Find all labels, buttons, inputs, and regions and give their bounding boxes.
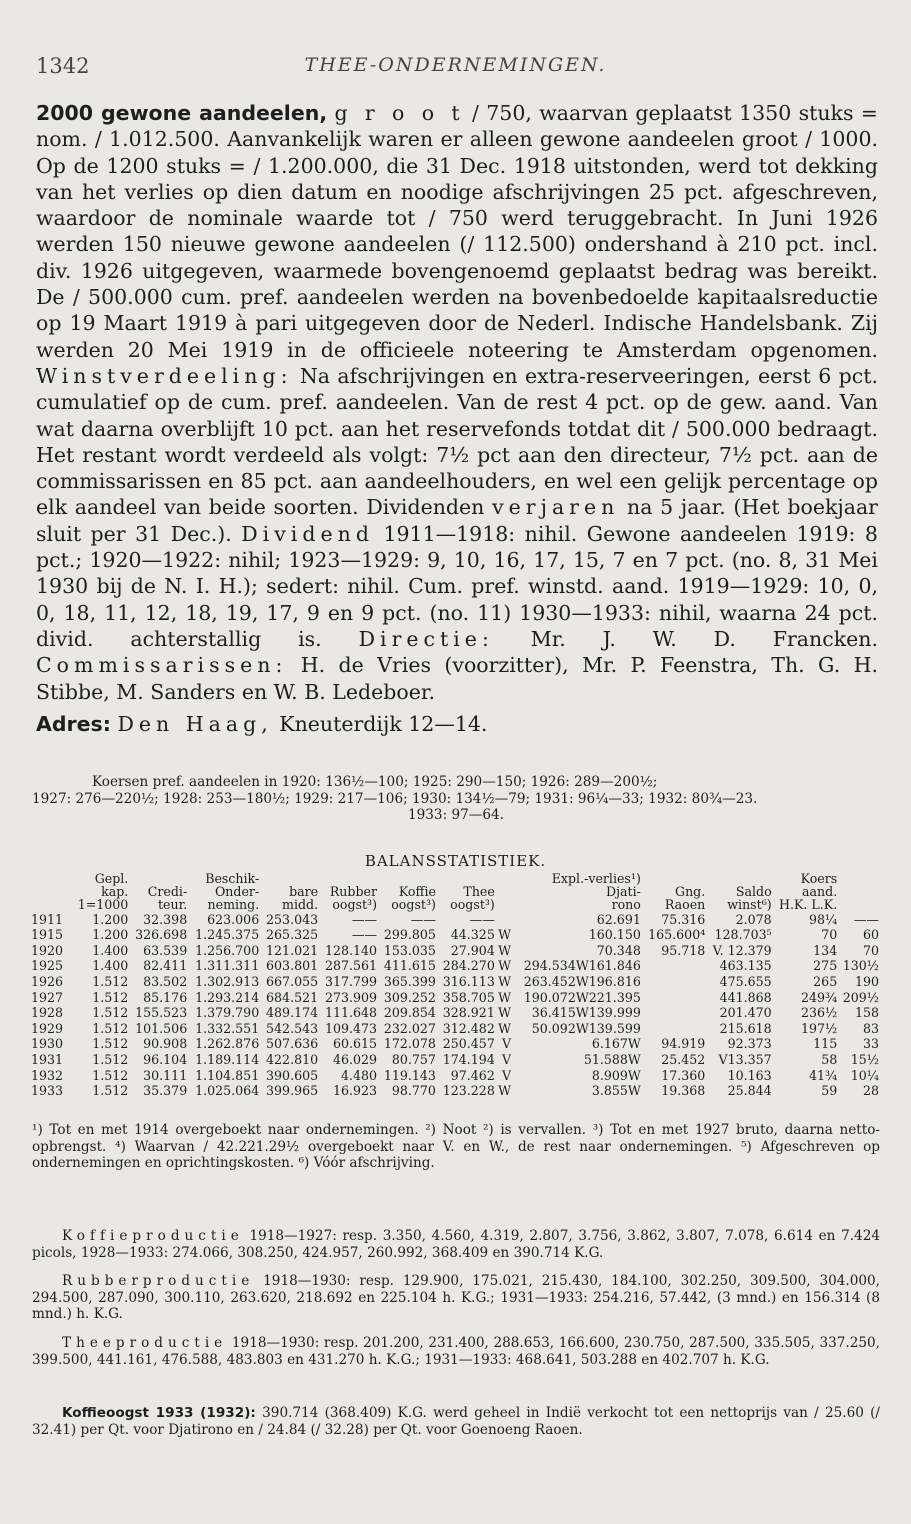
table-cell: 489.174 bbox=[266, 1005, 319, 1021]
table-cell: 1930 bbox=[31, 1036, 64, 1052]
body-text-1: / 750, waarvan geplaatst 1350 stuks = nom. / 1.012.500. Aanvankelijk waren er alleen gewone aandeelen groot / 1000. Op de 1200 stuks = / 1.200.000, die 31 Dec. 1918 uitstonden, werd tot dekking van het verlies op dien datum en noodige afschrijvingen 25 pct. afgeschreven, waardoor de nominale waarde tot / 750 werd teruggebracht. In Juni 1926 werden 150 nieuwe gewone aandeelen (/ 112.500) ondershand à 210 pct. incl. div. 1926 uitgegeven, waarmede bovengenoemd geplaatst bedrag was bereikt. De / 500.000 cum. pref. aandeelen werden na bovenbedoelde kapitaalsreductie op 19 Maart 1919 à pari uitgegeven door de Nederl. Indische Handelsbank. Zij werden 20 Mei 1919 in de officieele noteering te Amsterdam opgenomen. bbox=[36, 101, 878, 362]
table-cell: 667.055 bbox=[266, 973, 319, 989]
table-cell: 326.698 bbox=[135, 927, 188, 943]
rubberproductie-text bbox=[32, 1273, 880, 1323]
table-cell: 1.400 bbox=[92, 958, 129, 974]
shares-heading: 2000 gewone aandeelen, bbox=[36, 101, 328, 125]
table-header-cell: oogst³) bbox=[332, 897, 378, 913]
adres-label: Adres: bbox=[36, 711, 111, 736]
table-cell: 1.302.913 bbox=[195, 973, 260, 989]
table-cell: 250.457 bbox=[442, 1036, 495, 1052]
table-cell: 316.113 bbox=[442, 973, 495, 989]
table-cell: 83 bbox=[862, 1020, 879, 1036]
table-cell: 1929 bbox=[31, 1020, 64, 1036]
table-header-cell: Expl.-verlies¹) bbox=[551, 871, 641, 886]
winstverdeeling-label: Winstverdeeling: bbox=[36, 363, 293, 388]
table-cell: 475.655 bbox=[719, 973, 772, 989]
body-text-5: Mr. J. W. D. Francken. bbox=[530, 626, 878, 651]
table-cell: 542.543 bbox=[266, 1020, 319, 1036]
stats-title: BALANSSTATISTIEK. bbox=[364, 852, 547, 870]
table-header-cell: Koffie bbox=[398, 884, 436, 900]
table-cell: 232.027 bbox=[383, 1020, 436, 1036]
table-header-cell: kap. bbox=[101, 884, 129, 900]
table-cell: 1.332.551 bbox=[195, 1020, 260, 1036]
table-cell: 101.506 bbox=[135, 1020, 188, 1036]
table-cell: 95.718 bbox=[661, 942, 706, 958]
verjaren-label: verjaren bbox=[492, 495, 620, 520]
table-cell: 215.618 bbox=[719, 1020, 772, 1036]
table-cell: 365.399 bbox=[383, 973, 436, 989]
table-header-cell: Koers bbox=[800, 871, 838, 886]
table-cell: 83.502 bbox=[143, 973, 188, 989]
table-cell: 265.325 bbox=[266, 927, 319, 943]
table-cell: —— bbox=[351, 911, 378, 927]
table-cell: 51.588W bbox=[583, 1051, 641, 1067]
table-cell: 1.379.790 bbox=[195, 1005, 260, 1021]
table-cell: 128.140 bbox=[324, 942, 378, 958]
table-cell: W bbox=[498, 989, 512, 1005]
table-header-cell: H.K. L.K. bbox=[779, 897, 838, 913]
table-cell: 1.262.876 bbox=[195, 1036, 260, 1052]
table-cell: 190 bbox=[854, 973, 879, 989]
table-cell: 463.135 bbox=[719, 958, 772, 974]
table-cell: 60 bbox=[862, 927, 879, 943]
table-row bbox=[30, 974, 880, 990]
table-cell bbox=[642, 974, 706, 990]
running-title: THEE-ONDERNEMINGEN. bbox=[304, 54, 607, 76]
koffieproductie-text bbox=[32, 1228, 880, 1261]
table-header-cell: midd. bbox=[282, 897, 319, 913]
table-cell: 27.904 bbox=[450, 942, 495, 958]
table-cell: W bbox=[498, 1020, 512, 1036]
table-cell: 6.167W bbox=[591, 1036, 641, 1052]
spaced-term: g r o o t bbox=[334, 101, 465, 125]
adres-city: Den Haag, bbox=[117, 711, 273, 736]
table-cell: 312.482 bbox=[442, 1020, 495, 1036]
table-cell bbox=[642, 1021, 706, 1037]
table-cell: 1.512 bbox=[92, 973, 129, 989]
table-cell: 15½ bbox=[850, 1051, 879, 1067]
table-cell: W bbox=[498, 973, 512, 989]
table-cell: V bbox=[502, 1051, 512, 1067]
table-cell: 62.691 bbox=[596, 911, 641, 927]
table-cell: 399.965 bbox=[266, 1083, 319, 1099]
table-cell: 1.293.214 bbox=[195, 989, 260, 1005]
body-text-6: H. de Vries (voorzitter), Mr. P. Feenstra, Th. G. H. Stibbe, M. Sanders en W. B. Ledeboer. bbox=[36, 653, 878, 704]
table-cell: 50.092W139.599 bbox=[531, 1020, 641, 1036]
table-cell: 119.143 bbox=[383, 1067, 436, 1083]
table-header-cell bbox=[30, 872, 72, 885]
table-cell: 1932 bbox=[31, 1067, 64, 1083]
table-cell: 46.029 bbox=[332, 1051, 378, 1067]
table-cell: 80.757 bbox=[391, 1051, 436, 1067]
table-header-cell: Onder- bbox=[214, 884, 260, 900]
table-header-cell: bare bbox=[289, 884, 319, 900]
table-header-cell: aand. bbox=[802, 884, 838, 900]
table-cell: 209.854 bbox=[383, 1005, 436, 1021]
table-cell: 59 bbox=[821, 1083, 838, 1099]
table-cell: 36.415W139.999 bbox=[531, 1005, 641, 1021]
table-cell: 358.705 bbox=[442, 989, 495, 1005]
table-cell: —— bbox=[469, 911, 495, 927]
table-cell: 97.462 bbox=[450, 1067, 495, 1083]
table-header-cell: Beschik- bbox=[205, 871, 260, 886]
table-cell: 1.512 bbox=[92, 1036, 129, 1052]
table-cell: 10¼ bbox=[850, 1067, 879, 1083]
table-cell: 1.512 bbox=[92, 1051, 129, 1067]
table-cell: 115 bbox=[813, 1036, 838, 1052]
table-cell: 33 bbox=[862, 1036, 879, 1052]
table-cell: 172.078 bbox=[383, 1036, 436, 1052]
table-cell: 10.163 bbox=[727, 1067, 772, 1083]
table-cell: 1.311.311 bbox=[195, 958, 260, 974]
table-cell: 1928 bbox=[31, 1005, 64, 1021]
table-cell: 1915 bbox=[31, 927, 64, 943]
table-cell: 1.245.375 bbox=[195, 927, 260, 943]
table-cell: 123.228 bbox=[442, 1083, 495, 1099]
koffieproductie-paragraph bbox=[32, 1228, 880, 1261]
table-row bbox=[30, 958, 880, 974]
table-cell: W bbox=[498, 942, 512, 958]
table-cell: 411.615 bbox=[383, 958, 436, 974]
table-cell: 328.921 bbox=[442, 1005, 495, 1021]
body-text-2: Na afschrijvingen en extra-reserveeringen, eerst 6 pct. cumulatief op de cum. pref. aandeelen. Van de rest 4 pct. op de gew. aand. Van wat daarna overblijft 10 pct. aan het reservefonds totdat dit / 500.000 bedraagt. Het restant wordt verdeeld als volgt: 7½ pct aan den directeur, 7½ pct. aan de commissarissen en 85 pct. aan aandeelhouders, en wel een gelijk percentage op elk aandeel van beide soorten. Dividenden bbox=[36, 363, 878, 520]
table-cell bbox=[496, 912, 512, 928]
table-cell: V bbox=[502, 1067, 512, 1083]
table-cell: 158 bbox=[854, 1005, 879, 1021]
directie-label: Directie: bbox=[358, 626, 494, 651]
table-cell: 130½ bbox=[842, 958, 879, 974]
table-header-cell bbox=[30, 898, 72, 911]
page-number: 1342 bbox=[36, 54, 90, 78]
table-header-cell: rono bbox=[611, 897, 641, 913]
adres-street: Kneuterdijk 12—14. bbox=[279, 711, 488, 736]
rubberproductie-body: 1918—1930: resp. 129.900, 175.021, 215.430, 184.100, 302.250, 309.500, 304.000, 294.500, 287.090, 300.110, 263.620, 218.692 en 225.104 h. K.G.; 1931—1933: 254.216, 57.442, (3 mnd.) en 156.314 (8 mnd.) h. K.G. bbox=[32, 1273, 880, 1322]
table-row bbox=[30, 1021, 880, 1037]
footnotes: ¹) Tot en met 1914 overgeboekt naar ondernemingen. ²) Noot ²) is vervallen. ³) Tot en met 1927 bruto, daarna netto-opbrengst. ⁴) Waarvan / 42.221.29½ overgeboekt naar V. en W., de rest naar ondernemingen. ⁵) Afgeschreven op ondernemingen en oprichtingskosten. ⁶) Vóór afschrijving. bbox=[32, 1122, 880, 1171]
table-cell: 4.480 bbox=[340, 1067, 378, 1083]
table-cell: 60.615 bbox=[332, 1036, 378, 1052]
table-cell bbox=[642, 990, 706, 1006]
table-cell: 390.605 bbox=[266, 1067, 319, 1083]
table-cell: 1931 bbox=[31, 1051, 64, 1067]
koffieoogst-label: Koffieoogst 1933 (1932): bbox=[62, 1405, 256, 1421]
table-cell: 58 bbox=[821, 1051, 838, 1067]
table-cell: V. 12.379 bbox=[712, 942, 772, 958]
table-row bbox=[30, 1036, 880, 1052]
table-cell: 249¾ bbox=[800, 989, 838, 1005]
page-header bbox=[36, 54, 875, 84]
table-cell: 17.360 bbox=[661, 1067, 706, 1083]
rubberproductie-label: Rubberproductie bbox=[62, 1273, 255, 1289]
table-row bbox=[30, 990, 880, 1006]
table-cell: 28 bbox=[862, 1083, 879, 1099]
table-header-cell: Gepl. bbox=[94, 871, 129, 886]
table-header-cell: oogst³) bbox=[391, 897, 436, 913]
koffieproductie-label: Koffieproductie bbox=[62, 1228, 244, 1244]
table-cell: 3.855W bbox=[591, 1083, 641, 1099]
table-cell: 1926 bbox=[31, 973, 64, 989]
table-cell: 317.799 bbox=[324, 973, 378, 989]
table-cell: 275 bbox=[813, 958, 838, 974]
table-cell: 25.452 bbox=[661, 1051, 706, 1067]
table-cell: 441.868 bbox=[719, 989, 772, 1005]
koffieproductie-body: 1918—1927: resp. 3.350, 4.560, 4.319, 2.807, 3.756, 3.862, 3.807, 7.078, 6.614 en 7.424 picols, 1928—1933: 274.066, 308.250, 424.957, 260.992, 368.409 en 390.714 K.G. bbox=[32, 1228, 880, 1261]
table-body bbox=[30, 912, 880, 1099]
table-cell: 294.534W161.846 bbox=[523, 958, 641, 974]
table-cell: V13.357 bbox=[718, 1051, 772, 1067]
table-cell: 1.104.851 bbox=[195, 1067, 260, 1083]
table-cell: 603.801 bbox=[266, 958, 319, 974]
table-cell: 111.648 bbox=[324, 1005, 378, 1021]
table-cell: 121.021 bbox=[266, 942, 319, 958]
table-header-cell: teur. bbox=[157, 897, 188, 913]
dividend-label: Dividend bbox=[241, 521, 374, 546]
table-cell: 155.523 bbox=[135, 1005, 188, 1021]
table-cell: 236½ bbox=[800, 1005, 838, 1021]
table-cell: 1925 bbox=[31, 958, 64, 974]
koersen-line-2: 1927: 276—220½; 1928: 253—180½; 1929: 217—106; 1930: 134½—79; 1931: 96¼—33; 1932: 80¾—23. bbox=[32, 790, 758, 807]
table-cell: 1927 bbox=[31, 989, 64, 1005]
table-cell: 134 bbox=[813, 942, 838, 958]
table-cell bbox=[642, 958, 706, 974]
table-cell: 1.200 bbox=[92, 927, 129, 943]
table-cell: V bbox=[502, 1036, 512, 1052]
table-header-cell: winst⁶) bbox=[727, 897, 772, 913]
table-cell: 8.909W bbox=[591, 1067, 641, 1083]
table-cell: 1911 bbox=[31, 911, 64, 927]
table-cell: —— bbox=[351, 927, 378, 943]
table-header-cell: Credi- bbox=[147, 884, 188, 900]
table-cell: 1933 bbox=[31, 1083, 64, 1099]
table-cell: 1.256.700 bbox=[195, 942, 260, 958]
table-row bbox=[30, 1005, 880, 1021]
table-cell: W bbox=[498, 958, 512, 974]
table-cell: 75.316 bbox=[661, 911, 706, 927]
table-cell: 284.270 bbox=[442, 958, 495, 974]
table-cell: 44.325 bbox=[450, 927, 495, 943]
koersen-line-3: 1933: 97—64. bbox=[407, 807, 504, 823]
table-cell: 35.379 bbox=[143, 1083, 188, 1099]
table-cell: 98.770 bbox=[391, 1083, 436, 1099]
table-cell: 507.636 bbox=[266, 1036, 319, 1052]
table-header-cell bbox=[496, 898, 512, 911]
table-header-cell: Rubber bbox=[329, 884, 378, 900]
table-header-cell: Raoen bbox=[664, 897, 706, 913]
table-cell: —— bbox=[410, 911, 436, 927]
table-cell: 1.400 bbox=[92, 942, 129, 958]
theeproductie-text bbox=[32, 1335, 880, 1368]
table-cell: 98¼ bbox=[808, 911, 838, 927]
table-cell: 96.104 bbox=[143, 1051, 188, 1067]
table-cell: 190.072W221.395 bbox=[523, 989, 641, 1005]
table-cell: 82.411 bbox=[143, 958, 188, 974]
table-header-cell: Saldo bbox=[735, 884, 772, 900]
table-cell: 1.512 bbox=[92, 1020, 129, 1036]
table-cell: 1.189.114 bbox=[195, 1051, 260, 1067]
table-cell bbox=[642, 1005, 706, 1021]
body-text-3: na 5 jaar. (Het boekjaar sluit per 31 Dec.). bbox=[36, 495, 878, 546]
table-header bbox=[30, 872, 880, 912]
theeproductie-body: 1918—1930: resp. 201.200, 231.400, 288.653, 166.600, 230.750, 287.500, 335.505, 337.250, 399.500, 441.161, 476.588, 483.803 en 431.270 h. K.G.; 1931—1933: 468.641, 503.288 en 402.707 h. K.G. bbox=[32, 1335, 881, 1368]
table-cell: 32.398 bbox=[143, 911, 188, 927]
table-cell: 209½ bbox=[842, 989, 879, 1005]
table-cell: 1.512 bbox=[92, 1005, 129, 1021]
table-header-cell: 1=1000 bbox=[77, 897, 129, 913]
table-cell: 1.512 bbox=[92, 1083, 129, 1099]
table-cell: 273.909 bbox=[324, 989, 378, 1005]
table-cell: 94.919 bbox=[661, 1036, 706, 1052]
table-cell: 70.348 bbox=[596, 942, 641, 958]
table-header-row bbox=[30, 898, 880, 911]
address-line bbox=[36, 711, 878, 737]
table-cell: 2.078 bbox=[735, 911, 772, 927]
table-cell: 85.176 bbox=[143, 989, 188, 1005]
table-cell: 16.923 bbox=[332, 1083, 378, 1099]
table-cell: —— bbox=[853, 911, 879, 927]
balance-statistics-table bbox=[30, 872, 880, 1099]
table-cell: 197½ bbox=[800, 1020, 838, 1036]
table-cell: 684.521 bbox=[266, 989, 319, 1005]
table-cell: 623.006 bbox=[207, 911, 260, 927]
koersen-block bbox=[32, 774, 880, 824]
table-cell: 30.111 bbox=[143, 1067, 188, 1083]
table-cell: 109.473 bbox=[324, 1020, 378, 1036]
table-row bbox=[30, 1052, 880, 1068]
table-header-cell bbox=[496, 872, 512, 885]
theeproductie-label: Theeproductie bbox=[62, 1335, 228, 1351]
table-cell: 263.452W196.816 bbox=[523, 973, 641, 989]
table-cell: W bbox=[498, 927, 512, 943]
table-header-cell: Djati- bbox=[606, 884, 641, 900]
table-cell: 1.512 bbox=[92, 1067, 129, 1083]
koffieoogst-body: 390.714 (368.409) K.G. werd geheel in Indië verkocht tot een nettoprijs van / 25.60 (/ 32.41) per Qt. voor Djatirono en / 24.84 (/ 32.28) per Qt. voor Goenoeng Raoen. bbox=[32, 1405, 880, 1438]
table-row bbox=[30, 1083, 880, 1099]
table-cell: 1.025.064 bbox=[195, 1083, 260, 1099]
table-cell: 153.035 bbox=[383, 942, 436, 958]
table-cell: 41¾ bbox=[808, 1067, 838, 1083]
body-text-4: 1911—1918: nihil. Gewone aandeelen 1919: 8 pct.; 1920—1922: nihil; 1923—1929: 9, 10, 16, 17, 15, 7 en 7 pct. (no. 8, 31 Mei 1930 bij de N. I. H.); sedert: nihil. Cum. pref. winstd. aand. 1919—1929: 10, 0, 0, 18, 11, 12, 18, 19, 17, 9 en 9 pct. (no. 11) 1930—1933: nihil, waarna 24 pct. divid. achterstallig is. bbox=[36, 521, 878, 651]
table-header-cell: Thee bbox=[463, 884, 495, 900]
table-header-cell bbox=[30, 885, 72, 898]
table-cell: 265 bbox=[813, 973, 838, 989]
table-cell: 63.539 bbox=[143, 942, 188, 958]
table-cell: W bbox=[498, 1005, 512, 1021]
table-cell: 19.368 bbox=[661, 1083, 706, 1099]
table-cell: 253.043 bbox=[266, 911, 319, 927]
table-header-cell: neming. bbox=[207, 897, 260, 913]
table-cell: 174.194 bbox=[442, 1051, 495, 1067]
table-cell: 92.373 bbox=[727, 1036, 772, 1052]
table-cell: 201.470 bbox=[719, 1005, 772, 1021]
table-cell: 1920 bbox=[31, 942, 64, 958]
table-cell: 128.703⁵ bbox=[714, 927, 772, 943]
table-cell: 299.805 bbox=[383, 927, 436, 943]
koersen-line-1: Koersen pref. aandeelen in 1920: 136½—100; 1925: 290—150; 1926: 289—200½; bbox=[92, 774, 658, 790]
table-row bbox=[30, 912, 880, 928]
table-cell: 90.908 bbox=[143, 1036, 188, 1052]
body-paragraph bbox=[36, 100, 878, 737]
koffieoogst-paragraph bbox=[32, 1405, 880, 1438]
table-cell: 70 bbox=[862, 942, 879, 958]
table-cell: 25.844 bbox=[727, 1083, 772, 1099]
table-row bbox=[30, 943, 880, 959]
table-header-cell: oogst³) bbox=[450, 897, 495, 913]
table-header-cell bbox=[496, 885, 512, 898]
table-row bbox=[30, 927, 880, 943]
table-cell: 160.150 bbox=[588, 927, 641, 943]
theeproductie-paragraph bbox=[32, 1335, 880, 1368]
koffieoogst-text bbox=[32, 1405, 880, 1438]
table-cell: 165.600⁴ bbox=[648, 927, 706, 943]
table-header-cell: Gng. bbox=[675, 884, 706, 900]
table-cell: 309.252 bbox=[383, 989, 436, 1005]
table-cell: 70 bbox=[821, 927, 838, 943]
commissarissen-label: Commissarissen: bbox=[36, 653, 288, 678]
table-row bbox=[30, 1068, 880, 1084]
rubberproductie-paragraph bbox=[32, 1273, 880, 1323]
table-cell: 1.512 bbox=[92, 989, 129, 1005]
table-cell: 287.561 bbox=[324, 958, 378, 974]
table-cell: 422.810 bbox=[266, 1051, 319, 1067]
table-cell: W bbox=[498, 1083, 512, 1099]
table-cell: 1.200 bbox=[92, 911, 129, 927]
